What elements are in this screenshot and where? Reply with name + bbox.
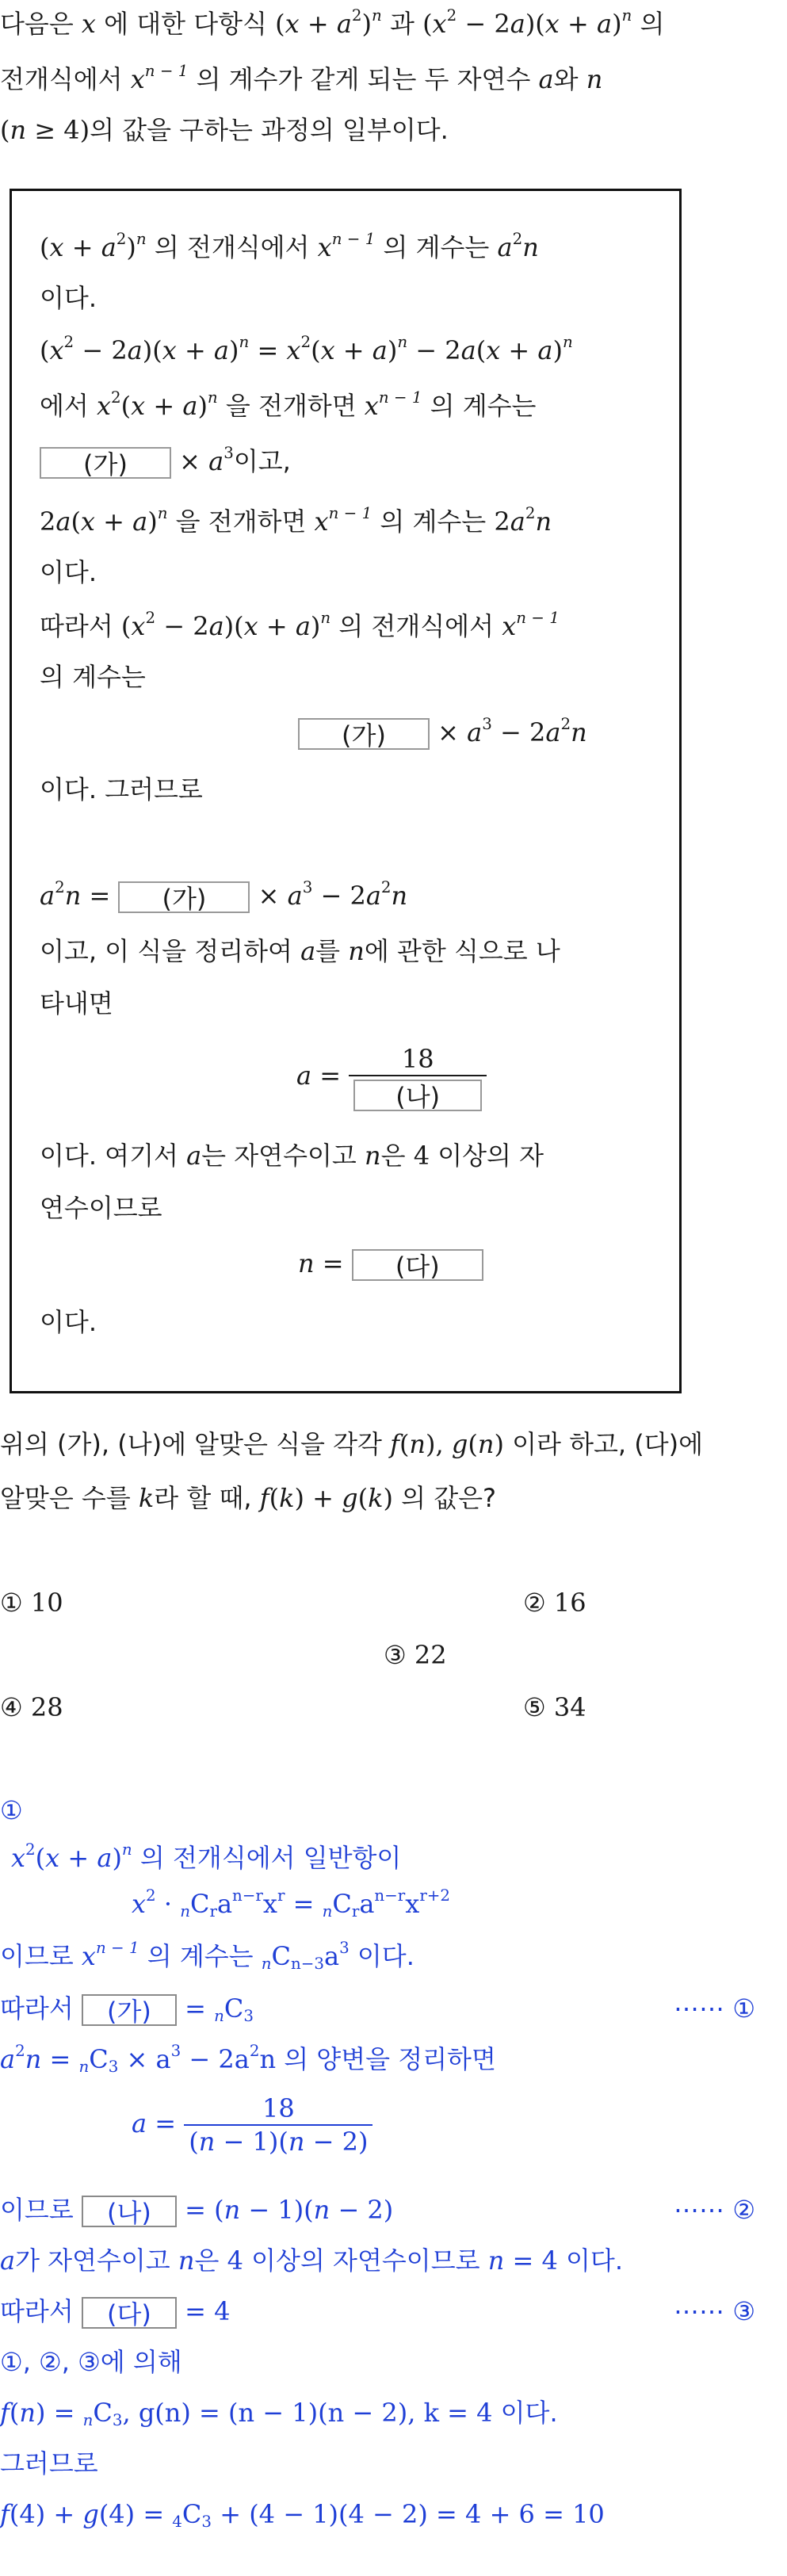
fraction-denominator: (n − 1)(n − 2) [184,2124,372,2157]
solution-text: 이다. [566,2245,623,2276]
box-line-15: a = $\frac{18}{\text{(나)}}$ [296,1043,487,1111]
box-line-4: 에서 $x^2(x + a)^n$ 을 전개하면 $x^{n - 1}$ 의 계수는 [40,388,537,421]
box-text: 따라서 [40,611,113,641]
choice-5[interactable] [523,1690,586,1725]
solution-text: 가 자연수이고 [15,2245,170,2276]
box-line-17: 연수이므로 [40,1193,162,1223]
box-line-8: 따라서 $(x^2 - 2a)(x + a)^n$ 의 전개식에서 $x^{n - 1}$ [40,609,560,641]
box-line-9: 의 계수는 [40,662,146,692]
solution-line-12: 그러므로 [0,2448,98,2479]
solution-text: 이다. [357,1941,415,1971]
solution-line-10: ①, ②, ③에 의해 [0,2347,182,2377]
box-line-7: 이다. [40,557,97,587]
intro-line-1: 다음은 x 에 대한 다항식 $(x + a^2)^n$ 과 $(x^2 - 2a)(x + a)^n$ 의 [0,6,665,39]
solution-text: 의 양변을 정리하면 [284,2044,496,2074]
intro-line-2: 전개식에서 $x^{n - 1}$ 의 계수가 같게 되는 두 자연수 a와 n [0,62,603,94]
box-text: 의 전개식에서 [154,232,310,262]
choice-mark: ② [523,1588,546,1618]
solution-text: 이상의 자연수이므로 [251,2245,480,2276]
box-line-18: n = (다) [298,1246,483,1281]
intro-text: 전개식에서 [0,64,123,94]
solution-line-1: $x^2(x + a)^n$ 의 전개식에서 일반항이 [11,1840,402,1873]
box-text: 이고, 이 식을 정리하여 [40,936,292,966]
choice-value: 34 [553,1692,586,1722]
solution-line-9: 따라서 (다) = 4 ⋯⋯ ③ [0,2294,787,2329]
choice-value: 28 [30,1692,63,1722]
blank-na: (나) [353,1080,482,1111]
intro-text: 의 계수가 같게 되는 두 자연수 [196,64,531,94]
solution-blank-na: (나) [82,2196,177,2227]
solution-line-6: a = $\frac{18}{(n - 1)(n - 2)}$ [132,2093,372,2157]
question-text: 의 값은? [401,1483,497,1513]
blank-da: (다) [352,1249,483,1281]
choice-mark: ④ [0,1692,23,1722]
box-text: 에서 [40,391,89,421]
box-text: 의 계수는 [380,506,487,537]
choice-2[interactable] [523,1585,586,1620]
equation-marker: ⋯⋯ ② [674,2195,755,2225]
blank-ga: (가) [298,718,430,750]
question-text: 위의 (가), (나)에 알맞은 식을 각각 [0,1429,382,1459]
box-text: 의 계수는 [383,232,490,262]
box-line-12: $a^2n$ = (가) × $a^3 - 2a^2n$ [40,878,408,914]
intro-text: 다음은 [0,9,74,39]
solution-blank-ga: (가) [82,1994,177,2026]
box-text: 에 관한 식으로 나 [364,936,560,966]
box-text: 이고, [233,446,291,476]
intro-text: 와 [553,64,579,94]
box-line-11: 이다. 그러므로 [40,774,203,805]
choice-1[interactable] [0,1585,63,1620]
solution-text: 따라서 [0,2296,74,2326]
solution-text: 이다. [500,2398,558,2428]
fraction-numerator: 18 [401,1044,434,1074]
question-line-1: 위의 (가), (나)에 알맞은 식을 각각 f(n), g(n) 이라 하고, (다)에 [0,1429,704,1459]
solution-line-11: $f(n) = _nC_3$, g(n) = (n − 1)(n − 2), k = 4 이다. [0,2398,558,2429]
solution-number: 4 [227,2245,243,2276]
box-line-19: 이다. [40,1307,97,1337]
solution-line-2: $x^2 \cdot _nC_ra^{n-r}x^r = _nC_ra^{n-r}x^{r+2}$ [132,1886,451,1921]
box-text: 이상의 자 [437,1141,544,1171]
choice-value: 22 [414,1640,447,1670]
equation-marker: ⋯⋯ ③ [674,2296,755,2326]
box-line-3: $(x^2 - 2a)(x + a)^n = x^2(x + a)^n - 2a(x + a)^n$ [40,333,573,365]
intro-text: 의 값을 구하는 과정의 일부이다. [90,115,449,145]
choice-mark: ⑤ [523,1692,546,1722]
blank-ga: (가) [118,881,250,913]
question-text: 이라 하고, (다)에 [512,1429,704,1459]
box-number: 4 [413,1141,430,1171]
solution-text: 따라서 [0,1993,74,2024]
blank-ga: (가) [40,447,171,479]
box-line-6: $2a(x + a)^n$ 을 전개하면 $x^{n - 1}$ 의 계수는 $2a^2n$ [40,504,552,537]
solution-text: 이므로 [0,1941,74,1971]
fraction [184,2093,372,2157]
solution-text: 이므로 [0,2195,74,2225]
choice-4[interactable] [0,1690,63,1725]
fraction-numerator: 18 [262,2093,295,2123]
box-text: 을 전개하면 [175,506,307,537]
box-text: 의 계수는 [430,391,537,421]
box-text: 은 [380,1141,406,1171]
choice-3[interactable] [384,1638,447,1672]
box-text: 이다. 여기서 [40,1141,178,1171]
question-line-2: 알맞은 수를 k라 할 때, f(k) + g(k) 의 값은? [0,1483,497,1513]
solution-line-13: $f(4) + g(4) = _4C_3 + (4 - 1)(4 - 2) = 4 + 6 = 10$ [0,2499,605,2531]
box-text: 을 전개하면 [225,391,357,421]
solution-text: 의 전개식에서 일반항이 [139,1843,402,1873]
solution-line-3: 이므로 $x^{n - 1}$ 의 계수는 $_nC_{n-3}a^3$ 이다. [0,1939,415,1973]
solution-text: 은 [194,2245,220,2276]
box-line-14: 타내면 [40,988,113,1019]
box-line-1: $(x + a^2)^n$ 의 전개식에서 $x^{n - 1}$ 의 계수는 $a^2n$ [40,230,539,262]
intro-text: 에 대한 다항식 [104,9,267,39]
box-line-13: 이고, 이 식을 정리하여 a를 n에 관한 식으로 나 [40,936,560,966]
solution-text: 의 계수는 [147,1941,254,1971]
solution-line-8: a가 자연수이고 n은 4 이상의 자연수이므로 n = 4 이다. [0,2245,623,2276]
solution-blank-da: (다) [82,2297,177,2329]
choice-mark: ③ [384,1640,407,1670]
question-text: 알맞은 수를 [0,1483,131,1513]
solution-answer: ① [0,1795,23,1825]
box-text: 를 [315,936,341,966]
intro-text: 과 [389,9,415,39]
solution-line-7: 이므로 (나) = (n − 1)(n − 2) ⋯⋯ ② [0,2192,787,2227]
equation-marker: ⋯⋯ ① [674,1993,755,2024]
box-line-5: (가) × $a^3$이고, [40,444,291,479]
intro-text: 의 [640,9,665,39]
question-text: 라 할 때, [154,1483,252,1513]
box-text: 는 자연수이고 [201,1141,357,1171]
solution-line-5: $a^2n = _nC_3 \times a^3 - 2a^2n$ 의 양변을 정리하면 [0,2042,496,2076]
box-text: 의 전개식에서 [338,611,495,641]
box-line-10: (가) × $a^3 - 2a^2n$ [298,715,587,750]
choice-mark: ① [0,1588,23,1618]
choice-value: 16 [553,1588,586,1618]
box-line-2: 이다. [40,283,97,313]
fraction [349,1043,487,1111]
choice-value: 10 [30,1588,63,1618]
intro-line-3: (n ≥ 4)의 값을 구하는 과정의 일부이다. [0,115,449,145]
solution-line-4: 따라서 (가) = $_nC_3$ ⋯⋯ ① [0,1991,787,2026]
box-line-16: 이다. 여기서 a는 자연수이고 n은 4 이상의 자 [40,1141,544,1171]
